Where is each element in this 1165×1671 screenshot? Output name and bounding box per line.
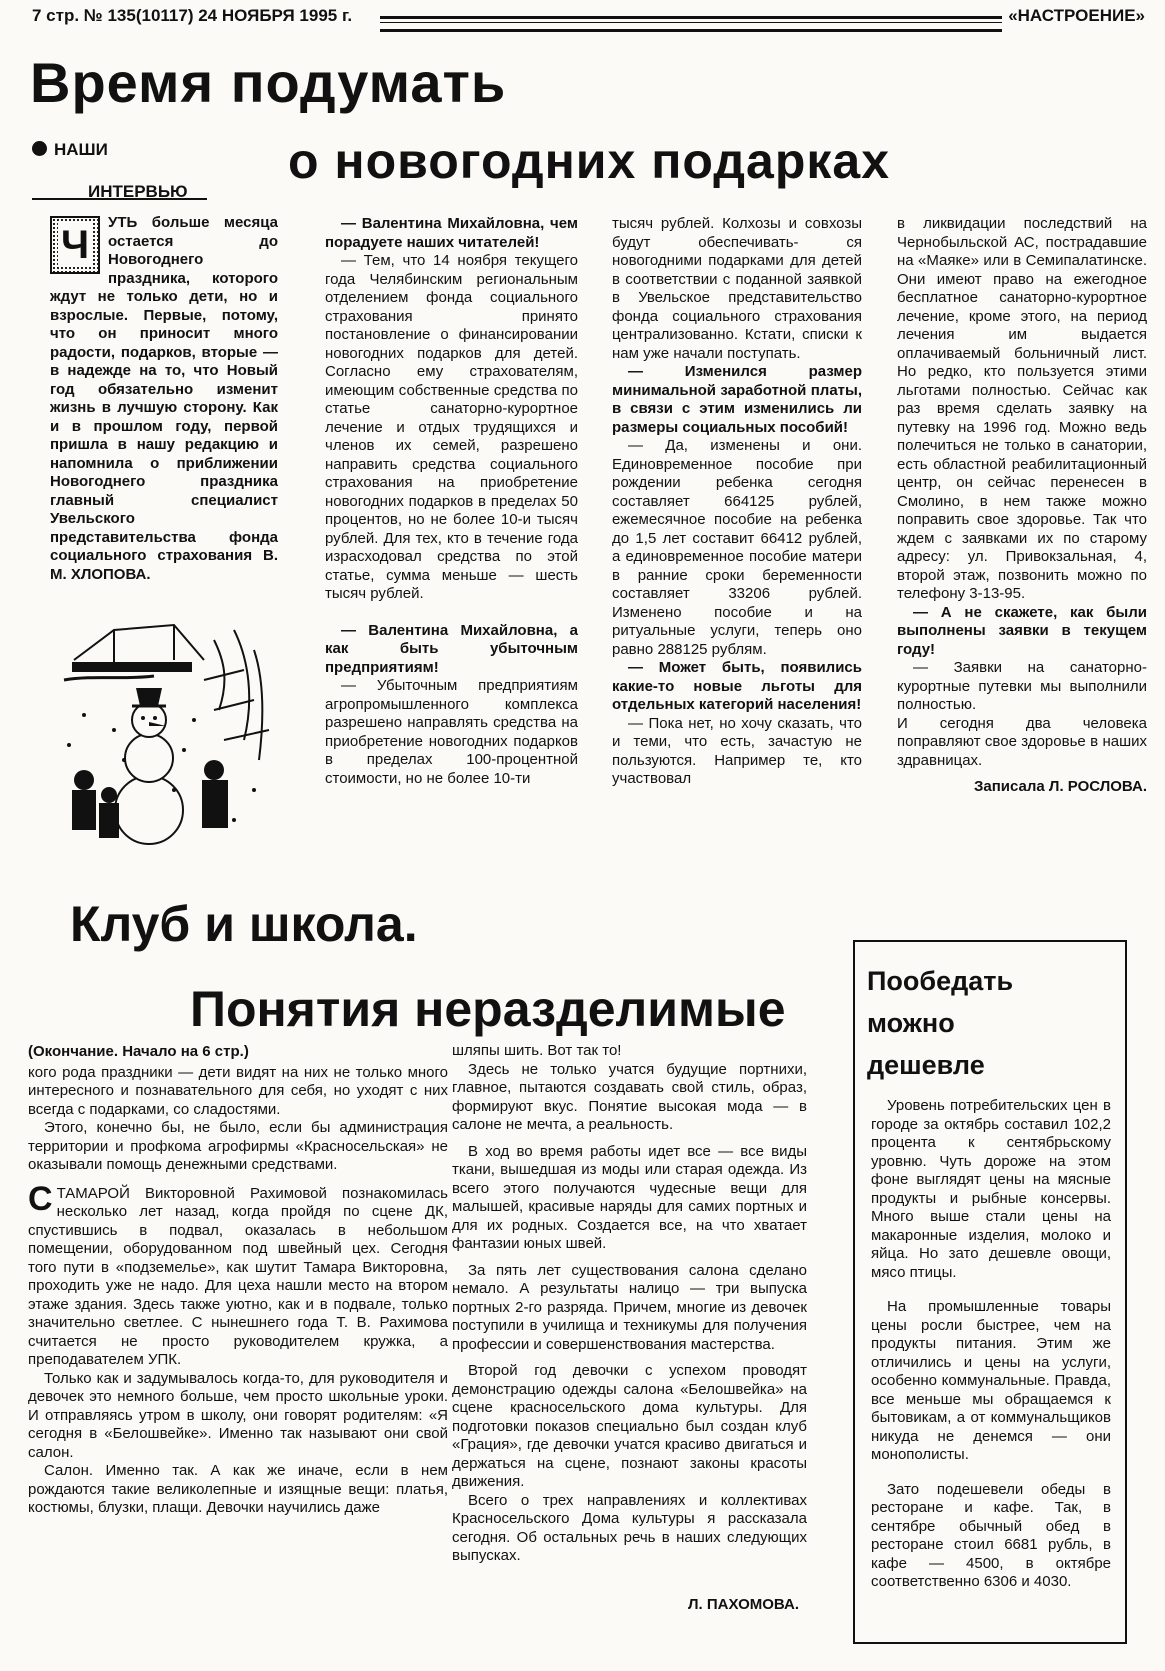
- header-rule: [380, 16, 1002, 32]
- continuation-note: (Окончание. Начало на 6 стр.): [28, 1043, 249, 1060]
- answer: — Пока нет, но хочу сказать, что и теми, что есть, зачастую не пользуются. Например те, кто участвовал: [612, 714, 862, 787]
- article1-title-line1: Время подумать: [30, 51, 507, 114]
- bullet-icon: [32, 141, 47, 156]
- sidebar-title: [867, 960, 1013, 1086]
- article2-title-line1: Клуб и школа.: [70, 896, 418, 952]
- dropcap: С: [28, 1179, 53, 1218]
- rubric-line1: НАШИ: [54, 140, 108, 159]
- article1-intro: [50, 214, 278, 584]
- question: — Может быть, появились какие-то новые льготы для отдельных категорий населения!: [612, 659, 862, 713]
- article1-intro-text: УТЬ больше месяца остается до Новогоднего праздника, которого ждут не только дети, но и взрослые. Первые, потому, что он приносит много радости, подарков, вторые — в надежде на то, что Новый год обязательно изменит жизнь в лучшую сторону. Как и в прошлом году, первой пришла в нашу редакцию и напомнила о приближении Новогоднего праздника главный специалист Увельского представительства фонда социального страхования В. М. ХЛОПОВА.: [50, 214, 278, 583]
- paragraph: Салон. Именно так. А как же иначе, если в нем рождаются такие великолепные и изящные вещи: платья, костюмы, блузки, плащи. Девочки научились даже: [28, 1462, 448, 1516]
- article1-column-3: [612, 215, 862, 789]
- article1-column-2: [325, 215, 578, 788]
- question: — Валентина Михайловна, чем порадуете наших читателей!: [325, 215, 578, 251]
- article1-column-4: [897, 215, 1147, 797]
- article1-signature: Записала Л. РОСЛОВА.: [974, 778, 1147, 795]
- paragraph: Здесь не только учатся будущие портнихи, главное, пытаются создавать свой стиль, образ, формируют вкус. Понятие высокая мода — в салоне не мечта, а реальность.: [452, 1060, 807, 1133]
- question: — Валентина Михайловна, а как быть убыточным предприятиям!: [325, 621, 578, 676]
- snowman-illustration: [54, 620, 278, 848]
- paragraph: ТАМАРОЙ Викторовной Рахимовой познакомилась несколько лет назад, когда пройдя по сцене ДК, спустившись в подвал, оказалась в небольшом помещении, оборудованном под швейный цех. Сегодня того пути в «подземелье», как шутит Тамара Викторовна, проходить уже не надо. Для цеха нашли место на втором этаже здания. Здесь также уютно, как и в подвале, только значительно светлее. С нынешнего года Т. В. Рахимова считается не просто руководителем кружка, а преподавателем УПК.: [28, 1184, 448, 1368]
- article2-title-line2: Понятия неразделимые: [190, 981, 786, 1037]
- answer: — Убыточным предприятиям агропромышленного комплекса разрешено направлять средства на приобретение новогодних подарков в пределах 100-процентной стоимости, но не более 10-ти: [325, 677, 578, 787]
- rubric-underline: [32, 198, 207, 200]
- page-header-issue: 7 стр. № 135(10117) 24 НОЯБРЯ 1995 г.: [32, 6, 353, 25]
- dropcap-letter: Ч: [58, 223, 92, 267]
- article1-title-line2: о новогодних подарках: [288, 133, 891, 189]
- article2-signature: Л. ПАХОМОВА.: [687, 1595, 799, 1613]
- sidebar-text: [871, 1097, 1111, 1608]
- paragraph: В ход во время работы идет все — все виды ткани, вышедшая из моды или старая одежда. Из всего этого получаются чудесные вещи для малышей, красивые наряды для самих портных и для их родных. Создается все, на что хватает фантазии юных швей.: [452, 1142, 807, 1252]
- paragraph: Всего о трех направлениях и коллективах Красносельского Дома культуры я рассказала сегодня. Об остальных речь в наших следующих выпусках.: [452, 1491, 807, 1564]
- answer: тысяч рублей. Колхозы и совхозы будут обеспечивать- ся новогодними подарками для детей в соответствии с поданной заявкой в Увельское представительство фонда социального страхования централизованно. Кстати, списки к нам уже начали поступать.: [612, 215, 862, 362]
- rubric-line2: ИНТЕРВЬЮ: [88, 182, 188, 201]
- sidebar-paragraph: Зато подешевели обеды в ресторане и кафе. Так, в сентябре обычный обед в ресторане стоил 6681 рубль, в кафе — 4500, в октябре соответственно 6306 и 4030.: [871, 1480, 1111, 1590]
- answer: И сегодня два человека поправляют свое здоровье в наших здравницах.: [897, 714, 1147, 769]
- sidebar-title-line2: можно: [867, 1008, 955, 1038]
- page-header-section: «НАСТРОЕНИЕ»: [1008, 6, 1145, 25]
- sidebar-title-line3: дешевле: [867, 1050, 985, 1080]
- answer: — Тем, что 14 ноября текущего года Челябинским региональным отделением фонда социального страхования принято постановление о финансировании новогодних подарков для детей. Согласно ему страхователям, имеющим собственные средства по статье санаторно-курортное лечение и отдых трудящихся и членов их семей, разрешено направить средства социального страхования на приобретение новогодних подарков в пределах 50 процентов, но не более 10-и тысяч рублей. Для тех, кто в течение года израсходовал средства по этой статье, сумма меньше — шесть тысяч рублей.: [325, 252, 578, 602]
- sidebar-paragraph: На промышленные товары цены росли быстрее, чем на продукты питания. Этим же отличились и цены на услуги, особенно коммунальные. Правда, все меньше мы обращаемся к бытовикам, а от коммунальщиков никуда не денемся — они монополисты.: [871, 1298, 1111, 1463]
- sidebar-title-line1: Пообедать: [867, 966, 1014, 996]
- answer: в ликвидации последствий на Чернобыльской АС, пострадавшие на «Маяке» или в Семипалатинске. Они имеют право на ежегодное бесплатное санаторно-курортное лечение, кроме этого, на период лечения им выдается оплачиваемый больничный лист. Но редко, кто пользуется этими льготами полностью. Сейчас как раз время сделать заявку на путевку на 1996 год. Можно ведь полечиться не только в санатории, есть областной реабилитационный центр, он сейчас перенесен в Смолино, в нем также можно поправить свое здоровье. Так что ждем с заявками их по старому адресу: ул. Привокзальная, 4, второй этаж, позвонить можно по телефону 3-13-95.: [897, 215, 1147, 602]
- paragraph: шляпы шить. Вот так то!: [452, 1042, 622, 1059]
- answer: — Да, изменены и они. Единовременное пособие при рождении ребенка сегодня составляет 664125 рублей, ежемесячное пособие на ребенка до 1,5 лет составит 66412 рублей, а единовременное пособие матери в ранние сроки беременности составляет 33206 рублей. Изменено пособие и на ритуальные услуги, теперь оно равно 288125 рублям.: [612, 437, 862, 658]
- paragraph: кого рода праздники — дети видят на них не только много интересного и познавательного для себя, но уходят с них всегда с подарками, со сладостями.: [28, 1063, 448, 1118]
- sidebar-box: [853, 940, 1127, 1644]
- paragraph: За пять лет существования салона сделано немало. А результаты налицо — три выпуска портных 2-го разряда. Причем, многие из девочек поступили в училища и техникумы для получения профессии и совершенствования мастерства.: [452, 1261, 807, 1353]
- paragraph: Этого, конечно бы, не было, если бы администрация территории и профкома агрофирмы «Красносельская» не оказывали помощь денежными средствами.: [28, 1119, 448, 1173]
- article2-column-2: [452, 1043, 807, 1614]
- question: — А не скажете, как были выполнены заявки в текущем году!: [897, 603, 1147, 658]
- answer: — Заявки на санаторно-курортные путевки мы выполнили полностью.: [897, 659, 1147, 713]
- rubric: [32, 140, 108, 160]
- paragraph: Только как и задумывалось когда-то, для руководителя и девочек это немного больше, чем просто школьные уроки. И отправляясь утром в школу, они говорят родителям: «Я сегодня в «Белошвейке». Именно так называют они свой салон.: [28, 1369, 448, 1461]
- paragraph: Второй год девочки с успехом проводят демонстрацию одежды салона «Белошвейка» на сцене красносельского дома культуры. Для подготовки показов специально был создан клуб «Грация», где девочки учатся красиво двигаться и держаться на сцене, познают законы красоты движения.: [452, 1362, 807, 1490]
- article2-column-1: [28, 1043, 448, 1518]
- sidebar-paragraph: Уровень потребительских цен в городе за октябрь составил 102,2 процента к сентябрьскому уровню. Чуть дороже на этом фоне выглядят цены на мясные продукты и рыбные консервы. Много выше стали цены на макаронные изделия, молоко и яйца. Но зато дешевле овощи, мясо птицы.: [871, 1097, 1111, 1281]
- dropcap: [50, 216, 100, 274]
- question: — Изменился размер минимальной заработной платы, в связи с этим изменились ли размеры социальных пособий!: [612, 363, 862, 436]
